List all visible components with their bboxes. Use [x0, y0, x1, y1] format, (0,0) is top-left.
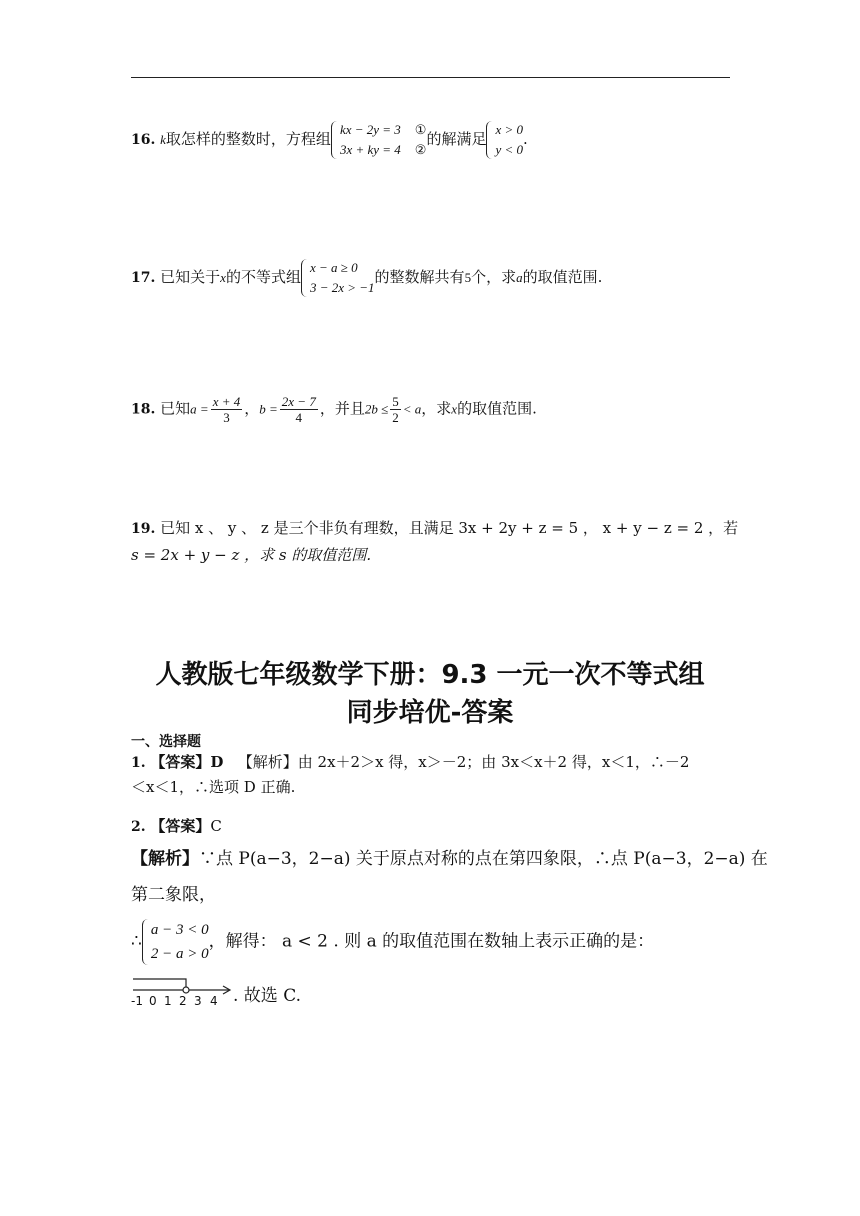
answer-number: 1.: [131, 755, 146, 771]
question-text: 的取值范围.: [522, 268, 603, 286]
equation-1-mark: ①: [414, 122, 427, 137]
question-number: 19.: [131, 521, 156, 537]
expr-a-lhs: a =: [190, 401, 209, 417]
answer-2-analysis: [131, 846, 768, 872]
question-text: 已知: [160, 399, 191, 418]
numerator: 5: [392, 394, 399, 409]
inequality-2: 2 − a > 0: [150, 946, 209, 962]
answer-1: [131, 749, 689, 776]
question-16: [131, 120, 528, 160]
question-text: 的整数解共有: [374, 268, 465, 286]
fraction-b: [280, 394, 318, 425]
section-heading: 一、选择题: [131, 734, 201, 750]
fraction-a: [211, 394, 243, 425]
answer-choice: C: [210, 817, 222, 835]
axis-tick-label: 1: [164, 994, 172, 1008]
equation-1: kx − 2y = 3: [339, 122, 401, 137]
inequality-2: 3 − 2x > −1: [309, 280, 375, 295]
question-text: ，求: [421, 399, 452, 418]
condition-1: x > 0: [495, 122, 524, 137]
axis-tick-label: 4: [210, 994, 218, 1008]
inequality-1: x − a ≥ 0: [309, 260, 358, 275]
expr-b-lhs: b =: [259, 401, 278, 417]
question-19: [131, 518, 738, 539]
question-text: 个，求: [471, 268, 517, 286]
inequality-1: a − 3 < 0: [150, 922, 209, 938]
axis-tick-label: -1: [131, 994, 143, 1008]
var-k: k: [160, 132, 166, 147]
answer-number: 2.: [131, 819, 146, 835]
question-text: 已知关于: [160, 268, 221, 286]
axis-tick-label: 2: [179, 994, 187, 1008]
question-text: ，并且: [319, 399, 365, 418]
numerator: 2x − 7: [281, 394, 316, 409]
question-text: 的不等式组: [225, 268, 301, 286]
therefore-symbol: ∴: [131, 931, 142, 952]
question-17: [131, 258, 602, 298]
number-line: [131, 975, 233, 1009]
period: .: [523, 130, 528, 148]
answer-tag: 【答案】: [150, 817, 211, 835]
condition-2: y < 0: [495, 142, 524, 157]
analysis-line-3: ，解得： a < 2 . 则 a 的取值范围在数轴上表示正确的是：: [208, 931, 655, 952]
axis-tick-label: 0: [149, 994, 157, 1008]
question-19-line-2: [131, 545, 371, 565]
condition-lhs: 2b ≤: [364, 401, 389, 417]
answer-title-line-2: 同步培优-答案: [346, 698, 514, 728]
inequality-system: [142, 918, 209, 966]
question-number: 17.: [131, 270, 156, 286]
analysis-line-1: 由 2x＋2＞x 得，x＞－2；由 3x＜x＋2 得，x＜1，∴－2: [297, 753, 690, 771]
question-text-line-2: s = 2x + y − z ，求 s 的取值范围.: [131, 546, 372, 564]
question-text: 取怎样的整数时，方程组: [165, 130, 331, 148]
answer-2-line-3: [131, 918, 654, 966]
answer-title-line-1: 人教版七年级数学下册：9.3 一元一次不等式组: [155, 660, 705, 690]
numerator: x + 4: [212, 394, 241, 409]
question-text: 的取值范围.: [457, 399, 537, 418]
axis-tick-label: 3: [194, 994, 202, 1008]
answer-2: [131, 813, 222, 840]
answer-2-line-2: 第二象限，: [131, 885, 216, 905]
question-number: 18.: [131, 401, 156, 418]
inequality-system: [301, 258, 375, 298]
denominator: 4: [295, 410, 303, 425]
question-number: 16.: [131, 132, 156, 148]
question-text: 的解满足: [426, 130, 487, 148]
var-x: x: [220, 270, 226, 285]
answer-1-line-2: ＜x＜1，∴选项 D 正确.: [131, 778, 296, 796]
equation-system: [331, 120, 427, 160]
var-a: a: [516, 270, 523, 285]
analysis-tag: 【解析】: [131, 849, 199, 869]
question-18: [131, 394, 537, 425]
comma: ，: [244, 399, 260, 418]
answer-choice: D: [210, 753, 224, 771]
count: 5: [464, 270, 472, 285]
condition-rhs: < a: [402, 401, 422, 417]
question-text-line-1: 已知 x 、 y 、 z 是三个非负有理数，且满足 3x + 2y + z = 5 ， x + y − z = 2 ，若: [160, 519, 739, 537]
denominator: 3: [223, 410, 230, 425]
denominator: 2: [392, 410, 399, 425]
var-x: x: [451, 401, 458, 417]
answer-tag: 【答案】: [150, 753, 211, 771]
answer-2-end: . 故选 C.: [233, 986, 302, 1006]
equation-2-mark: ②: [414, 142, 427, 157]
condition-system: [486, 120, 523, 160]
analysis-tag: 【解析】: [237, 753, 298, 771]
equation-2: 3x + ky = 4: [339, 142, 401, 157]
analysis-line-1: ∵点 P(a−3，2−a) 关于原点对称的点在第四象限，∴点 P(a−3，2−a) 在: [199, 849, 768, 869]
header-rule: [131, 77, 730, 78]
fraction-cond: [390, 394, 401, 425]
